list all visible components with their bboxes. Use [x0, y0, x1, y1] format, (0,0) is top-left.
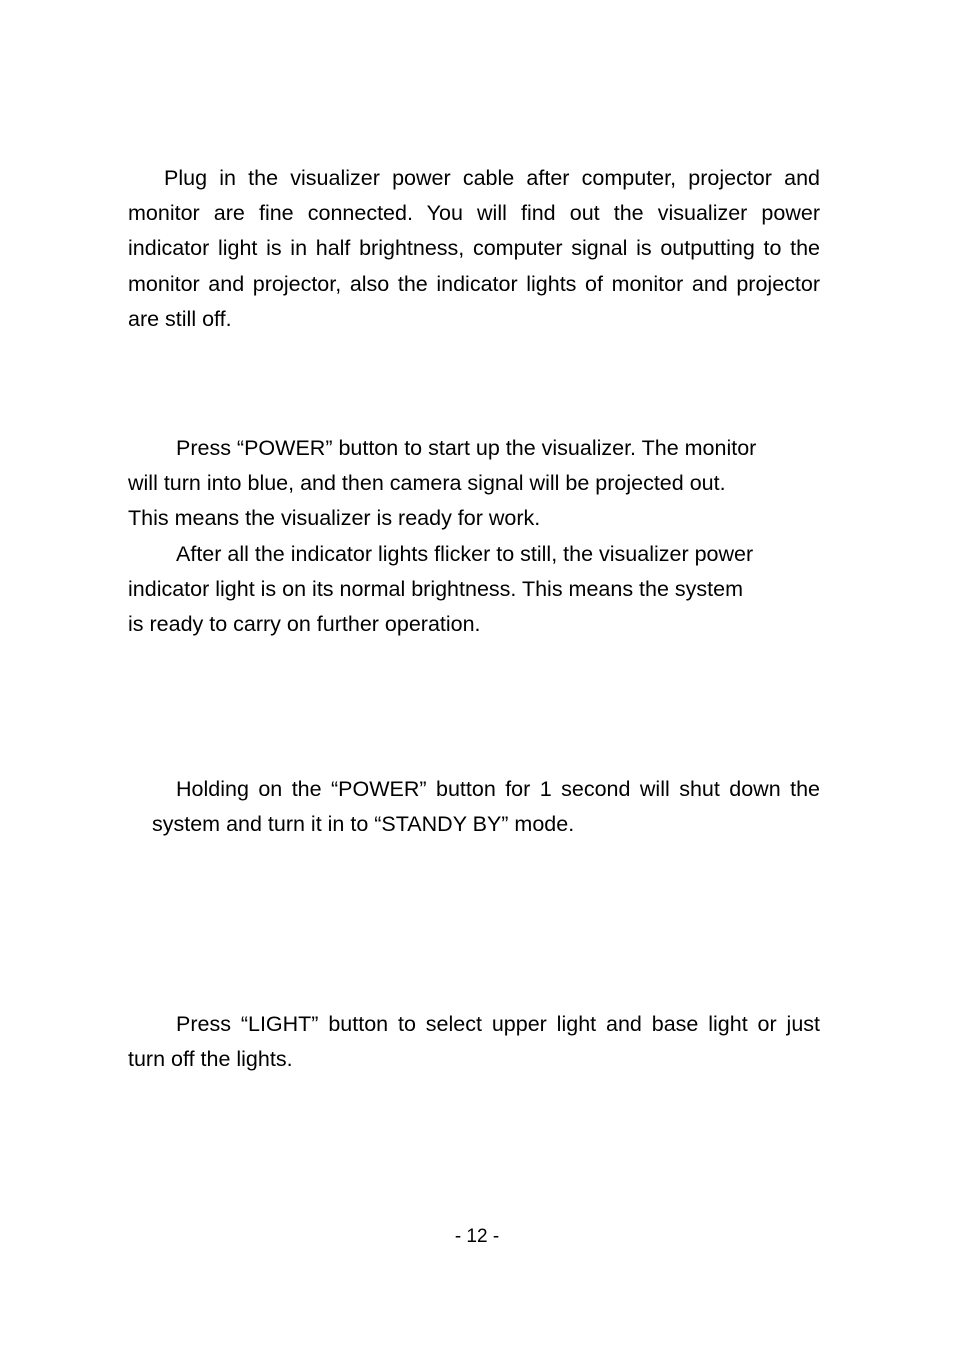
paragraph-power-cable: Plug in the visualizer power cable after computer, projector and monitor are fine connected. You will find out the visualizer power indicator light is in half brightness, computer signal is outputting to the monitor and projector, also the indicator lights of monitor and projector are still off.	[128, 166, 820, 331]
paragraph-line: is ready to carry on further operation.	[128, 612, 481, 637]
paragraph-line: This means the visualizer is ready for work.	[128, 506, 541, 531]
paragraph-line: will turn into blue, and then camera signal will be projected out.	[128, 471, 726, 496]
paragraph-shutdown: Holding on the “POWER” button for 1 second will shut down the system and turn it in to “STANDY BY” mode.	[152, 777, 820, 837]
paragraph-indicator-lights	[128, 537, 820, 643]
paragraph-line: Press “POWER” button to start up the visualizer. The monitor	[176, 436, 757, 460]
paragraph-power-startup	[128, 431, 820, 537]
paragraph-line: After all the indicator lights flicker to still, the visualizer power	[176, 542, 754, 566]
paragraph-light-button: Press “LIGHT” button to select upper light and base light or just turn off the lights.	[128, 1012, 820, 1072]
page-number: - 12 -	[454, 1226, 500, 1247]
paragraph-line: indicator light is on its normal brightness. This means the system	[128, 577, 744, 602]
